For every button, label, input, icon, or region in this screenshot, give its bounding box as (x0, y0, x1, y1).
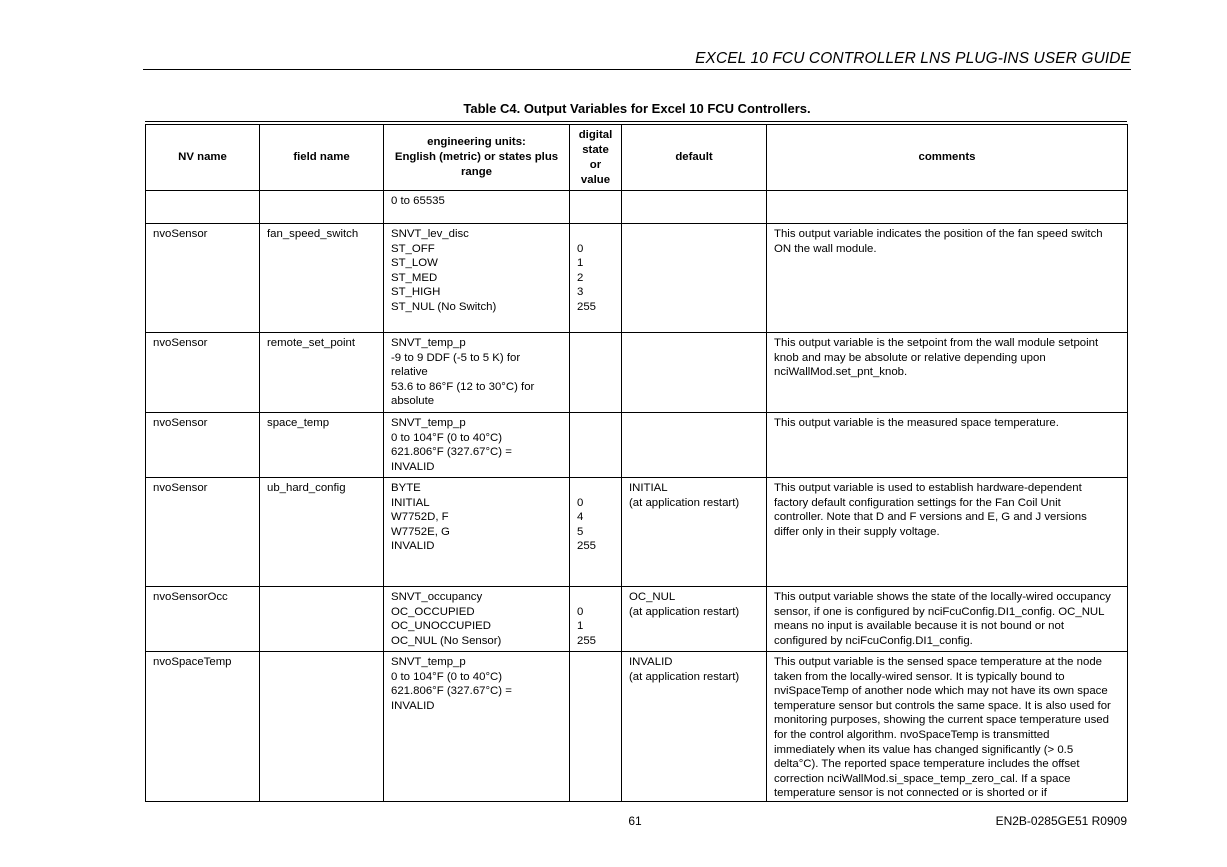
cell-field-name-text: ub_hard_config (267, 482, 346, 494)
cell-nv-name-text: nvoSensorOcc (153, 591, 228, 603)
col-header-digital-line: state (582, 143, 609, 156)
table-container (145, 121, 1127, 802)
col-header-digital-line: value (580, 173, 611, 186)
cell-nv-name-text: nvoSensor (153, 417, 208, 429)
cell-digital-value-line (577, 227, 614, 242)
cell-units-line: absolute (391, 395, 435, 408)
cell-field-name (260, 478, 384, 587)
cell-field-name (260, 587, 384, 652)
cell-nv-name-text: nvoSensor (153, 482, 208, 494)
table-row (146, 652, 1128, 802)
cell-comments-line: This output variable is the sensed space temperature at the node (774, 656, 1102, 668)
cell-units-line: OC_NUL (No Sensor) (391, 634, 502, 647)
cell-default-line: (at application restart) (629, 496, 740, 509)
cell-digital-value (570, 478, 622, 587)
cell-default-line: (at application restart) (629, 605, 740, 618)
cell-units (384, 478, 570, 587)
cell-units-line: 621.806°F (327.67°C) = (391, 685, 512, 698)
cell-nv-name (146, 478, 260, 587)
cell-units-line: 0 to 104°F (0 to 40°C) (391, 670, 503, 683)
cell-field-name (260, 652, 384, 802)
cell-digital-value (570, 191, 622, 224)
col-header-units-line: engineering units: (427, 136, 526, 148)
cell-digital-value-line: 3 (577, 286, 584, 299)
col-header-units-line: English (metric) or states plus (394, 151, 559, 163)
cell-comments-line: immediately when its value has changed significantly (> 0.5 (774, 743, 1074, 756)
cell-default (622, 413, 767, 478)
cell-comments (767, 478, 1128, 587)
cell-units-line: -9 to 9 DDF (-5 to 5 K) for (391, 351, 521, 364)
cell-nv-name (146, 413, 260, 478)
cell-units-line: ST_OFF (391, 242, 435, 255)
col-header-comments: comments (767, 125, 1128, 191)
table-header-row (146, 125, 1128, 191)
cell-default-line: (at application restart) (629, 670, 740, 683)
table-row (146, 587, 1128, 652)
document-id: EN2B-0285GE51 R0909 (995, 814, 1127, 828)
cell-default-line: INVALID (629, 656, 673, 668)
cell-nv-name (146, 333, 260, 413)
cell-units-line: 53.6 to 86°F (12 to 30°C) for (391, 380, 535, 393)
cell-comments-line: factory default configuration settings for the Fan Coil Unit (774, 496, 1061, 509)
cell-units (384, 224, 570, 333)
running-header: EXCEL 10 FCU CONTROLLER LNS PLUG-INS USER GUIDE (695, 50, 1131, 67)
cell-digital-value-line (577, 590, 614, 605)
cell-comments (767, 224, 1128, 333)
col-header-digital (570, 125, 622, 191)
cell-field-name (260, 333, 384, 413)
table-row (146, 333, 1128, 413)
cell-comments-line: nciWallMod.set_pnt_knob. (774, 366, 908, 379)
cell-default (622, 224, 767, 333)
cell-comments-line: controller. Note that D and F versions and E, G and J versions (774, 511, 1087, 524)
table-row (146, 478, 1128, 587)
cell-units-line: 0 to 104°F (0 to 40°C) (391, 431, 503, 444)
table-row (146, 224, 1128, 333)
cell-digital-value (570, 224, 622, 333)
cell-units-line: OC_UNOCCUPIED (391, 620, 491, 633)
table-body (146, 191, 1128, 802)
cell-digital-value-line: 255 (577, 540, 597, 553)
cell-nv-name (146, 224, 260, 333)
cell-comments-line: temperature sensor is not connected or is shorted or if (774, 787, 1047, 800)
cell-comments-line: This output variable is the measured space temperature. (774, 417, 1059, 429)
cell-comments-line: This output variable is used to establish hardware-dependent (774, 482, 1082, 494)
table-row (146, 191, 1128, 224)
table-caption: Table C4. Output Variables for Excel 10 FCU Controllers. (463, 101, 811, 116)
col-header-nv-name: NV name (146, 125, 260, 191)
cell-comments-line: This output variable indicates the position of the fan speed switch (774, 228, 1103, 240)
cell-nv-name-text: nvoSpaceTemp (153, 656, 232, 668)
cell-field-name (260, 191, 384, 224)
cell-units-line: W7752D, F (391, 511, 449, 524)
page-number: 61 (628, 814, 642, 828)
cell-digital-value-line: 1 (577, 257, 584, 270)
cell-units-line: INVALID (391, 540, 435, 553)
col-header-digital-line: or (589, 158, 602, 171)
cell-default-line: OC_NUL (629, 591, 676, 603)
col-header-digital-line: digital (578, 128, 613, 141)
output-variables-table (145, 124, 1128, 802)
cell-units-line: SNVT_lev_disc (391, 228, 469, 240)
cell-digital-value-line: 255 (577, 634, 597, 647)
cell-field-name (260, 413, 384, 478)
cell-digital-value (570, 333, 622, 413)
cell-units-line: SNVT_temp_p (391, 337, 466, 349)
cell-digital-value-line: 2 (577, 271, 584, 284)
cell-units-line: 621.806°F (327.67°C) = (391, 446, 512, 459)
cell-units-line: SNVT_temp_p (391, 656, 466, 668)
cell-field-name (260, 224, 384, 333)
cell-units-line: SNVT_temp_p (391, 417, 466, 429)
cell-comments (767, 652, 1128, 802)
cell-comments-line: means no input is available because it is not bound or not (774, 620, 1065, 633)
cell-nv-name-text: nvoSensor (153, 337, 208, 349)
cell-comments-line: taken from the locally-wired sensor. It is typically bound to (774, 670, 1065, 683)
cell-field-name-text: fan_speed_switch (267, 228, 359, 240)
cell-units-line: W7752E, G (391, 525, 450, 538)
cell-units-line: BYTE (391, 482, 421, 494)
cell-digital-value-line: 255 (577, 300, 597, 313)
cell-units-line: SNVT_occupancy (391, 591, 483, 603)
cell-units-line: INVALID (391, 460, 435, 473)
cell-units-line: INITIAL (391, 496, 430, 509)
cell-digital-value (570, 587, 622, 652)
cell-comments-line: monitoring purposes, showing the current space temperature used (774, 714, 1109, 727)
cell-digital-value-line: 4 (577, 511, 584, 524)
cell-digital-value-line: 0 (577, 242, 584, 255)
cell-comments-line: differ only in their supply voltage. (774, 525, 940, 538)
cell-digital-value (570, 652, 622, 802)
cell-comments-line: nviSpaceTemp of another node which may not have its own space (774, 685, 1108, 698)
cell-digital-value-line: 0 (577, 605, 584, 618)
cell-comments-line: This output variable shows the state of the locally-wired occupancy (774, 591, 1111, 603)
cell-comments-line: knob and may be absolute or relative depending upon (774, 351, 1046, 364)
col-header-units-line: range (460, 166, 493, 178)
col-header-field-name: field name (260, 125, 384, 191)
cell-digital-value-line: 5 (577, 525, 584, 538)
col-header-default: default (622, 125, 767, 191)
cell-comments-line: sensor, if one is configured by nciFcuConfig.DI1_config. OC_NUL (774, 605, 1105, 618)
cell-comments (767, 191, 1128, 224)
cell-digital-value (570, 413, 622, 478)
cell-comments (767, 333, 1128, 413)
cell-units (384, 587, 570, 652)
cell-units-line: relative (391, 366, 428, 379)
table-row (146, 413, 1128, 478)
cell-comments (767, 587, 1128, 652)
cell-comments-line: delta°C). The reported space temperature includes the offset (774, 758, 1080, 771)
cell-nv-name (146, 652, 260, 802)
cell-units-line: OC_OCCUPIED (391, 605, 475, 618)
cell-comments-line: configured by nciFcuConfig.DI1_config. (774, 634, 973, 647)
cell-units-line: ST_NUL (No Switch) (391, 300, 497, 313)
cell-comments-line: This output variable is the setpoint from the wall module setpoint (774, 337, 1099, 349)
cell-default (622, 587, 767, 652)
cell-nv-name (146, 587, 260, 652)
cell-units-line: ST_LOW (391, 257, 438, 270)
cell-default (622, 333, 767, 413)
cell-comments-line: temperature sensor but controls the same space. It is also used for (774, 699, 1111, 712)
cell-default-line: INITIAL (629, 482, 668, 494)
cell-units (384, 652, 570, 802)
cell-units-line: ST_HIGH (391, 286, 441, 299)
cell-units-line: ST_MED (391, 271, 438, 284)
cell-comments (767, 413, 1128, 478)
cell-digital-value-line (577, 481, 614, 496)
cell-digital-value-line: 0 (577, 496, 584, 509)
cell-units (384, 191, 570, 224)
cell-field-name-text: space_temp (267, 417, 330, 429)
cell-field-name-text: remote_set_point (267, 337, 356, 349)
cell-default (622, 478, 767, 587)
cell-units (384, 413, 570, 478)
cell-comments-line: correction nciWallMod.si_space_temp_zero_cal. If a space (774, 772, 1071, 785)
cell-units (384, 333, 570, 413)
cell-default (622, 191, 767, 224)
cell-units-line: INVALID (391, 699, 435, 712)
col-header-units (384, 125, 570, 191)
header-rule (143, 69, 1131, 70)
cell-nv-name-text: nvoSensor (153, 228, 208, 240)
cell-comments-line: for the control algorithm. nvoSpaceTemp is transmitted (774, 728, 1050, 741)
cell-comments-line: ON the wall module. (774, 242, 877, 255)
cell-digital-value-line: 1 (577, 620, 584, 633)
cell-default (622, 652, 767, 802)
cell-nv-name (146, 191, 260, 224)
cell-units-line: 0 to 65535 (391, 195, 445, 207)
